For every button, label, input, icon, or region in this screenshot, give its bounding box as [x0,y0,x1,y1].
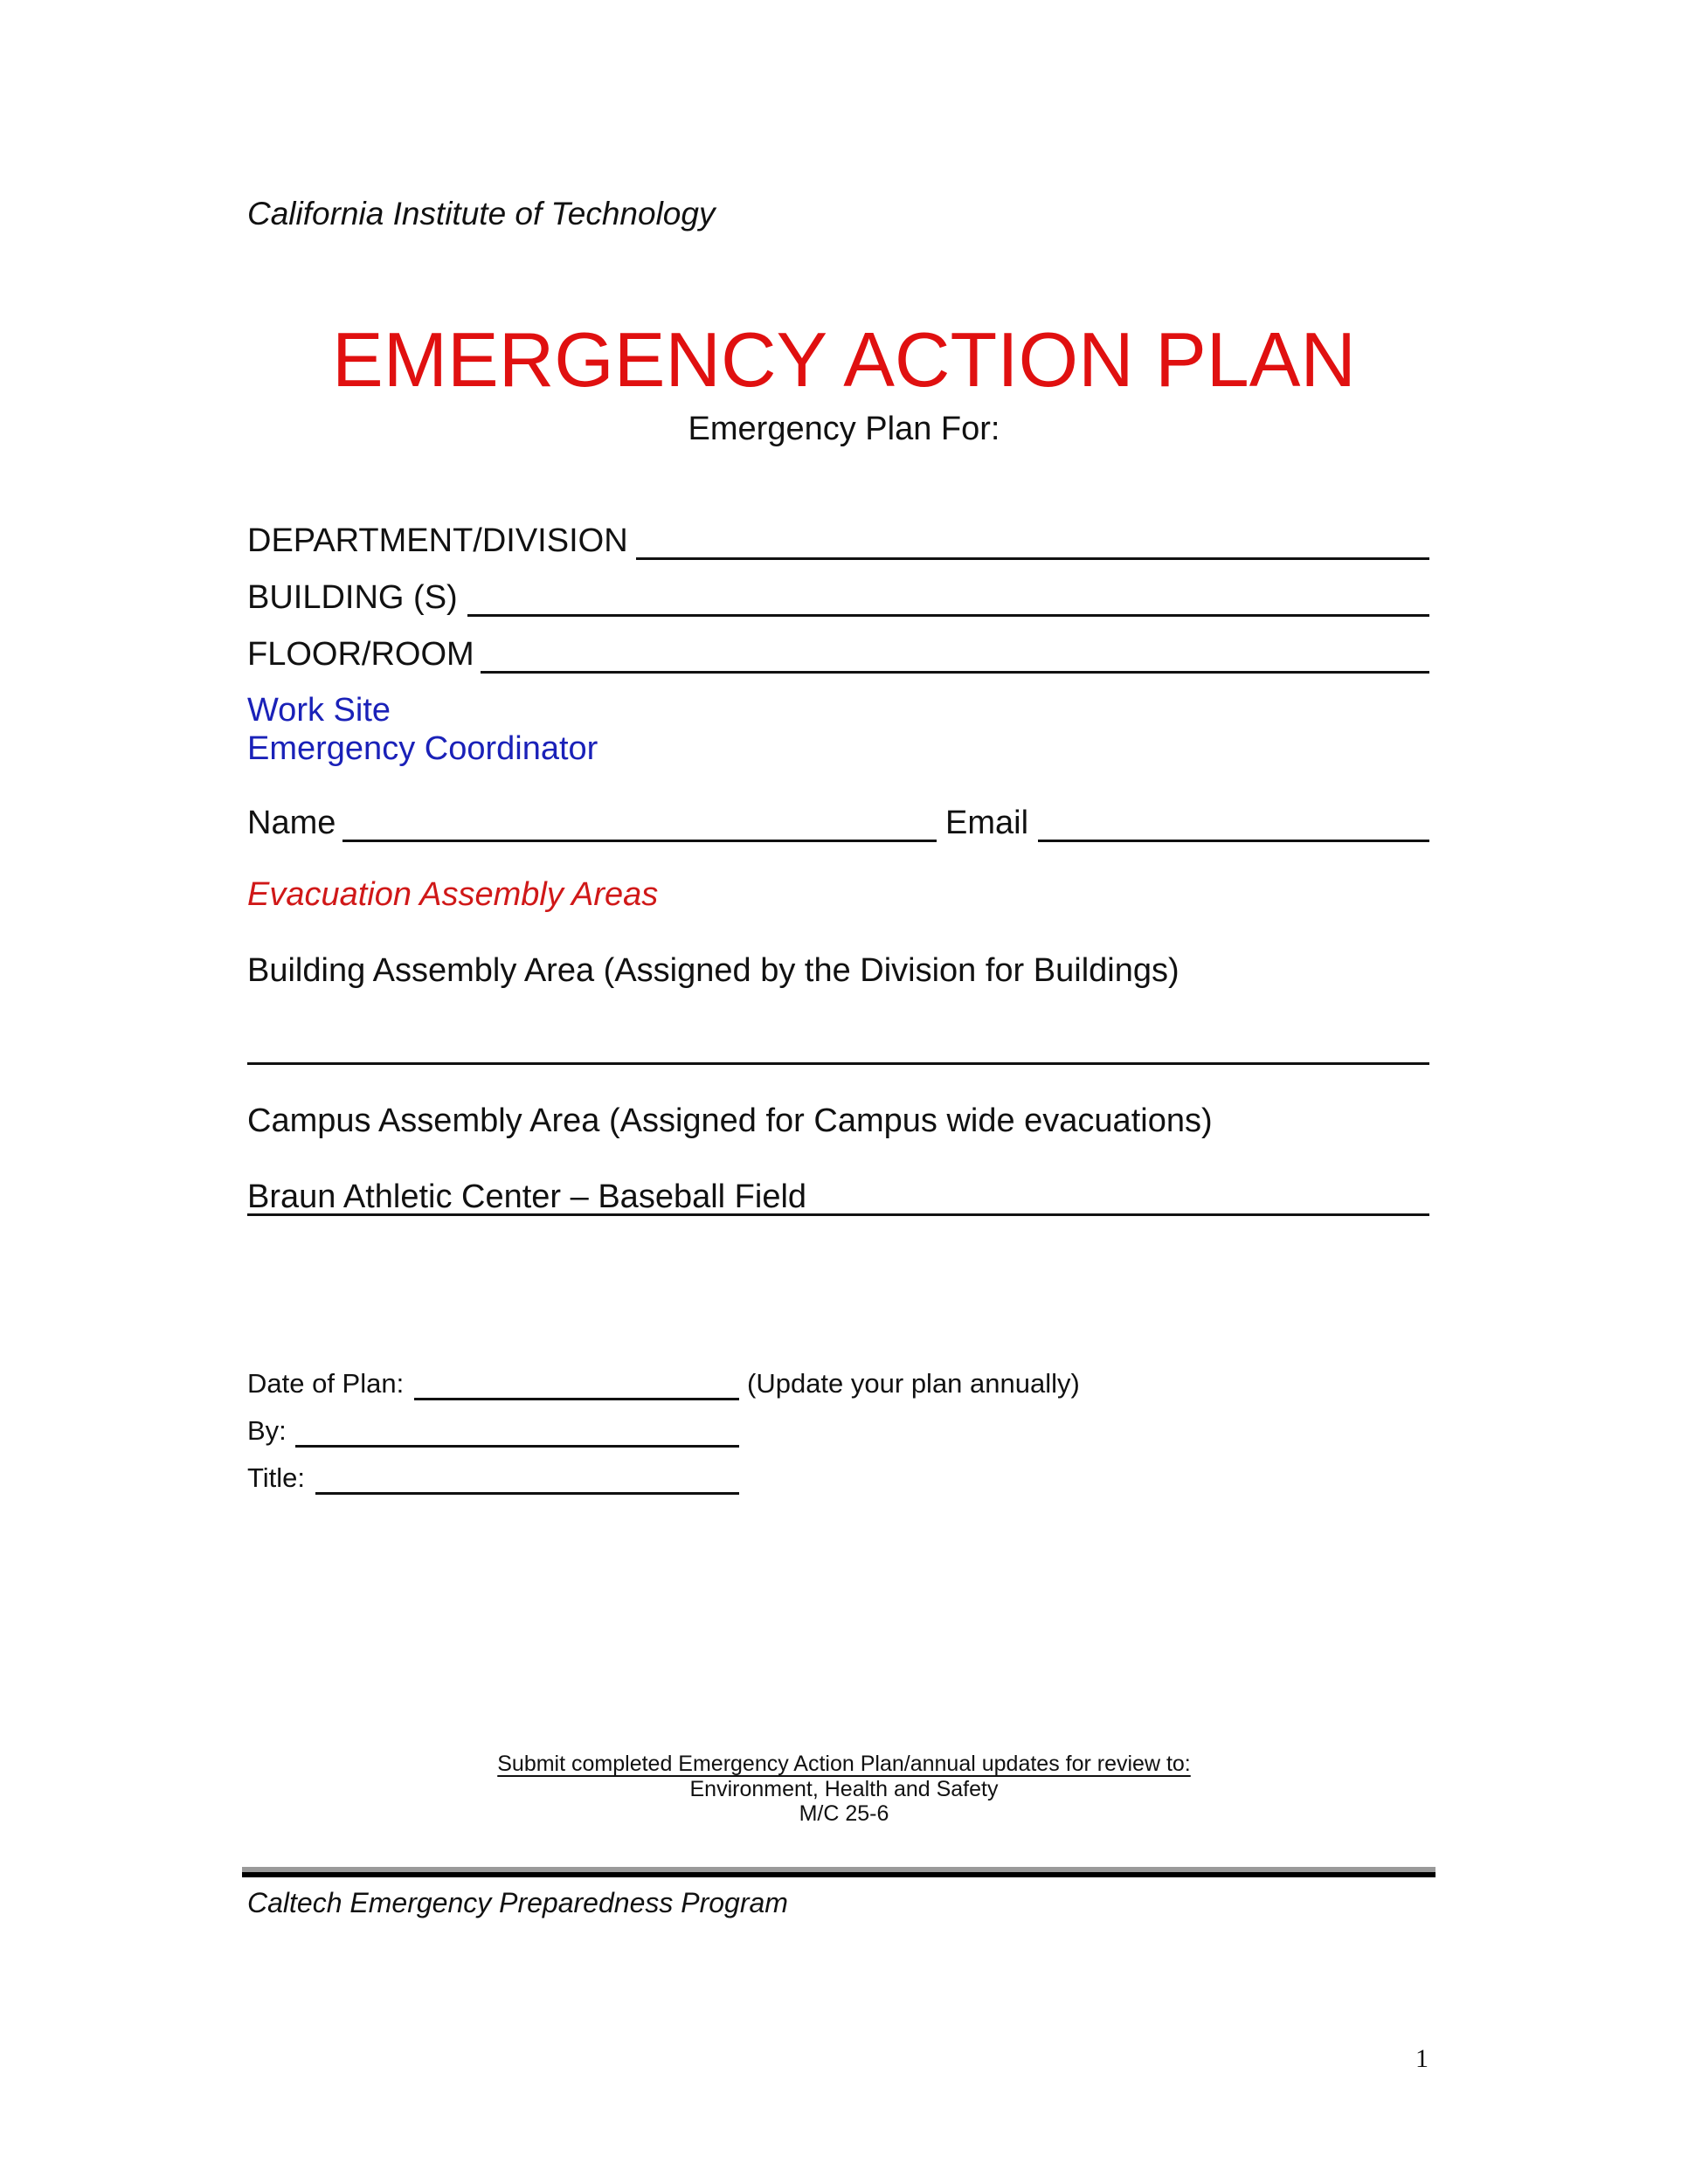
footer-rule-black [242,1872,1435,1877]
page-number: 1 [1415,2044,1429,2073]
floor-room-label: FLOOR/ROOM [247,636,474,673]
title-field[interactable] [315,1492,739,1495]
by-label: By: [247,1415,287,1446]
coordinator-name-field[interactable] [342,840,937,842]
page-title: EMERGENCY ACTION PLAN [332,316,1356,403]
date-of-plan-field[interactable] [414,1398,739,1400]
date-of-plan-label: Date of Plan: [247,1368,405,1399]
building-assembly-label: Building Assembly Area (Assigned by the Division for Buildings) [247,952,1180,989]
coordinator-heading-line2: Emergency Coordinator [247,730,598,767]
building-assembly-field[interactable] [247,1062,1429,1065]
institution-header: California Institute of Technology [247,196,716,232]
campus-assembly-value: Braun Athletic Center – Baseball Field [247,1178,807,1215]
submit-mail-code: M/C 25-6 [799,1801,889,1826]
building-field[interactable] [467,614,1429,617]
page-subtitle: Emergency Plan For: [688,411,1000,447]
submit-department: Environment, Health and Safety [689,1777,999,1801]
building-label: BUILDING (S) [247,579,458,616]
submit-instructions: Submit completed Emergency Action Plan/annual updates for review to: [497,1752,1191,1776]
coordinator-email-label: Email [945,805,1029,841]
campus-assembly-label: Campus Assembly Area (Assigned for Campus wide evacuations) [247,1102,1213,1139]
department-field[interactable] [636,557,1429,560]
date-note: (Update your plan annually) [747,1368,1080,1399]
by-field[interactable] [295,1445,739,1448]
coordinator-email-field[interactable] [1038,840,1429,842]
title-label: Title: [247,1462,306,1493]
footer-program: Caltech Emergency Preparedness Program [247,1887,788,1918]
coordinator-name-label: Name [247,805,336,841]
floor-room-field[interactable] [481,671,1429,674]
coordinator-heading-line1: Work Site [247,692,391,729]
campus-assembly-underline [247,1213,1429,1216]
department-label: DEPARTMENT/DIVISION [247,522,628,559]
evacuation-heading: Evacuation Assembly Areas [247,876,659,913]
